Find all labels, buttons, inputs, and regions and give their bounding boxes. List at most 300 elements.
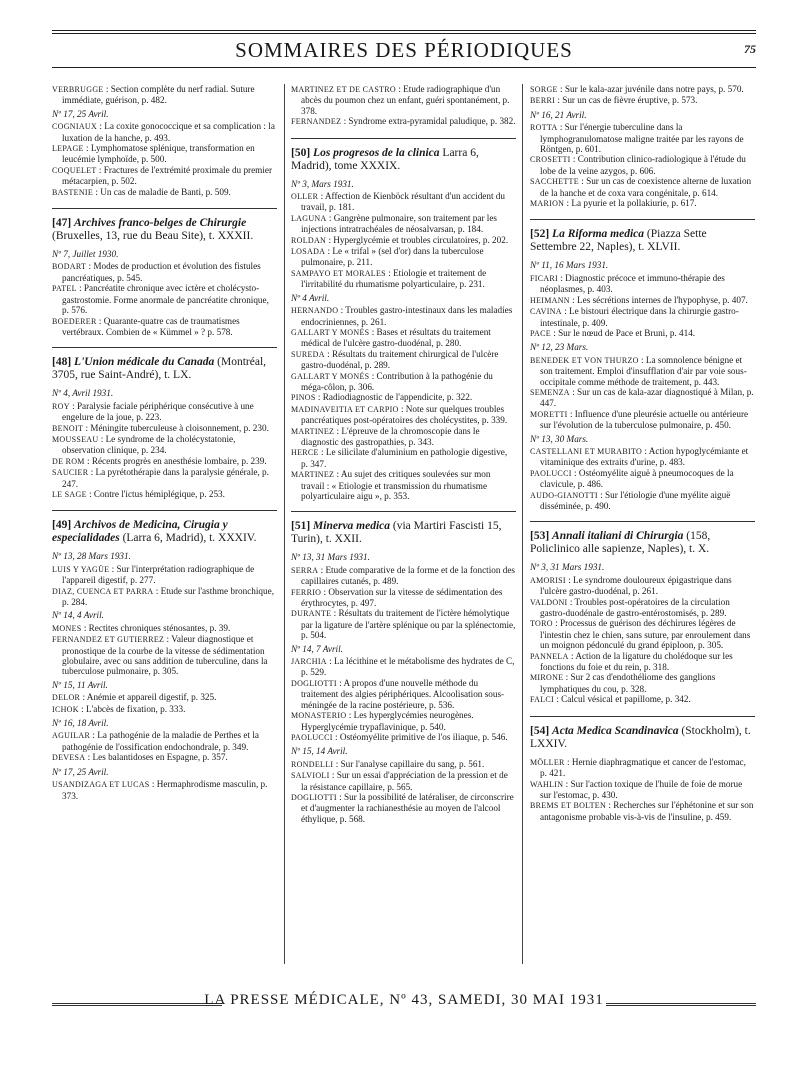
article-author: PAOLUCCI [530, 468, 572, 478]
article-title: : Etude comparative de la forme et de la fonction des capillaires cutanés, p. 489. [301, 564, 515, 587]
article-entry [291, 678, 516, 710]
article-entry [52, 423, 277, 434]
page-header [52, 30, 756, 70]
entry-list [530, 757, 755, 822]
page-footer [52, 992, 756, 1016]
article-entry [530, 651, 755, 673]
journal-name: Los progresos de la clinica [313, 146, 440, 159]
issue-date: Nº 12, 23 Mars. [530, 342, 589, 353]
issue-date: Nº 14, 7 Avril. [291, 643, 343, 654]
article-author: GALLART Y MONÉS [291, 371, 370, 381]
article-author: AGUILAR [52, 731, 91, 741]
article-title: : Contribution à la pathogénie du méga-côlon, p. 306. [301, 370, 493, 392]
entry-list [291, 84, 516, 128]
journal-section [52, 510, 277, 801]
article-entry [291, 565, 516, 587]
journal-number: [47] [52, 217, 72, 230]
article-author: BODART [52, 262, 87, 272]
journal-title [291, 147, 516, 173]
entry-list [530, 273, 755, 339]
journal-name: L'Union médicale du Canada [74, 356, 215, 369]
journal-section [52, 347, 277, 500]
column-right [530, 84, 755, 828]
entry-list [52, 730, 277, 763]
journal-details: (158, Policlinico alle sapienze, Naples), t. X. [530, 530, 711, 556]
entry-list [530, 575, 755, 706]
issue-date: Nº 17, 25 Avril. [52, 108, 109, 119]
article-title: : La coxite gonococcique et sa complication : la luxation de la hanche, p. 493. [62, 121, 275, 143]
journal-details: (Bruxelles, 13, rue du Beau Site), t. XXXII. [52, 230, 254, 243]
article-title: : Le bistouri électrique dans la chirurgie gastro-intestinale, p. 409. [540, 306, 739, 328]
article-title: : Etude sur l'asthme bronchique, p. 284. [62, 585, 274, 607]
article-title: : Fractures de l'extrémité proximale du premier métacarpien, p. 502. [62, 164, 273, 187]
article-author: USANDIZAGA ET LUCAS [52, 780, 150, 790]
journal-section [291, 138, 516, 502]
article-title: : Au sujet des critiques soulevées sur mon travail : « Etiologie et transmission du rhumatisme polyarticulaire aigu », p. 353. [301, 469, 491, 501]
footer-rule-right [606, 1003, 756, 1006]
article-author: HERCE [291, 448, 319, 458]
journal-number: [53] [530, 530, 550, 543]
article-author: CASTELLANI ET MURABITO [530, 446, 643, 456]
journal-section [530, 219, 755, 511]
article-author: ROLDAN [291, 235, 327, 245]
article-entry [291, 732, 516, 743]
article-author: SACCHETTE [530, 177, 579, 187]
article-author: SALVIOLI [291, 771, 330, 781]
article-entry [52, 704, 277, 715]
issue-date: Nº 14, 4 Avril. [52, 610, 104, 621]
journal-section [52, 208, 277, 337]
article-entry [530, 273, 755, 295]
article-title: : Valeur diagnostique et pronostique de la courbe de la vitesse de sédimentation globulaire, avec ou sans addition de tuberculine, dans la tuberculose pulmonaire, p. 305. [62, 634, 268, 677]
article-title: : Sur un cas de fièvre éruptive, p. 573. [557, 95, 698, 106]
article-title: : Pancréatite chronique avec ictère et cholécysto-gastrostomie. Forme anormale de pancréatite chronique, p. 576. [62, 283, 269, 316]
article-author: SEMENZA [530, 387, 570, 397]
article-author: FERNANDEZ [291, 117, 342, 127]
article-author: DOGLIOTTI [291, 678, 337, 688]
article-title: : Résultats du traitement de l'ictère hémolytique par la ligature de l'artère splénique ou par la splénectomie, p. 504. [301, 608, 516, 641]
journal-details: (Larra 6, Madrid), t. XXXIV. [122, 532, 257, 545]
issue-date: Nº 3, Mars 1931. [291, 178, 354, 189]
article-entry [52, 752, 277, 763]
article-entry [291, 710, 516, 732]
issue-date: Nº 13, 31 Mars 1931. [291, 552, 370, 563]
article-entry [52, 692, 277, 703]
article-entry [291, 305, 516, 327]
journal-number: [54] [530, 724, 550, 737]
article-entry [52, 283, 277, 315]
article-author: PANNELA [530, 651, 569, 661]
journal-details: (Montréal, 3705, rue Saint-André), t. LX. [52, 356, 267, 382]
article-title: : Sur l'interprétation radiographique de l'appareil digestif, p. 277. [62, 563, 255, 586]
article-author: BOEDERER [52, 316, 97, 326]
article-title: : Sur la possibilité de latéraliser, de circonscrire et d'augmenter la rachianesthésie au moyen de l'alcool éthylique, p. 568. [301, 791, 514, 824]
journal-section [291, 511, 516, 824]
journal-details: (Piazza Sette Settembre 22, Naples), t. XLVII. [530, 228, 707, 254]
article-entry [291, 587, 516, 609]
article-title: : Contre l'ictus hémiplégique, p. 253. [89, 488, 225, 499]
article-title: : A propos d'une nouvelle méthode du traitement des algies périphériques. Alcoolisation sous-méningée de la racine postérieure, p. 536. [301, 677, 505, 710]
article-entry [291, 392, 516, 403]
article-author: MIRONE [530, 673, 564, 683]
article-entry [52, 401, 277, 423]
article-entry [52, 187, 277, 198]
article-title: : Résultats du traitement chirurgical de l'ulcère gastro-duodénal, p. 289. [301, 348, 499, 371]
article-title: : Influence d'une pleurésie actuelle ou antérieure sur l'évolution de la tuberculose pulmonaire, p. 450. [540, 408, 749, 431]
article-title: : Ostéomyélite aiguë à pneumocoques de la clavicule, p. 486. [540, 467, 734, 490]
header-rule-top [52, 30, 756, 31]
article-title: : Affection de Kienböck résultant d'un accident du travail, p. 181. [301, 191, 505, 213]
article-title: : La pyurie et la pollakiurie, p. 617. [566, 198, 697, 209]
article-entry [291, 84, 516, 116]
article-title: : Sur le kala-azar juvénile dans notre pays, p. 570. [560, 84, 744, 94]
journal-number: [51] [291, 520, 311, 533]
issue-date: Nº 3, 31 Mars 1931. [530, 562, 605, 573]
article-title: : Action de la ligature du cholédoque sur les fonctions du foie et du rein, p. 318. [540, 650, 733, 673]
article-title: : Sur le nœud de Pace et Bruni, p. 414. [553, 327, 696, 338]
article-title: : Section complète du nerf radial. Suture immédiate, guérison, p. 482. [62, 84, 255, 106]
article-entry [291, 426, 516, 448]
article-author: JARCHIA [291, 657, 327, 667]
article-author: SUREDA [291, 349, 325, 359]
article-title: : Sur l'énergie tuberculine dans la lymphogranulomatose maligne traitée par les rayons de Röntgen, p. 601. [540, 122, 744, 155]
article-author: BREMS ET BOLTEN [530, 801, 607, 811]
issue-date: Nº 16, 18 Avril. [52, 718, 109, 729]
journal-title [52, 519, 277, 545]
article-title: : Calcul vésical et papillome, p. 342. [556, 694, 691, 705]
article-author: RONDELLI [291, 759, 334, 769]
article-author: DIAZ, CUENCA ET PARRA [52, 586, 154, 596]
article-entry [530, 575, 755, 597]
article-author: MOUSSEAU [52, 434, 99, 444]
journal-details: Larra 6, Madrid), tome XXXIX. [291, 146, 479, 172]
journal-title [530, 725, 755, 751]
article-entry [530, 95, 755, 106]
article-author: AMORISI [530, 575, 566, 585]
article-title: : Sur l'action toxique de l'huile de foie de morue sur l'estomac, p. 430. [540, 778, 743, 800]
article-title: : Lymphomatose splénique, transformation en leucémie lymphoïde, p. 500. [62, 143, 255, 165]
entry-list [52, 692, 277, 715]
article-entry [52, 121, 277, 143]
article-title: : Modes de production et évolution des fistules pancréatiques, p. 545. [62, 261, 261, 283]
article-author: LUIS Y YAGÜE [52, 564, 110, 574]
article-entry [530, 409, 755, 431]
article-title: : Les sécrétions internes de l'hypophyse, p. 407. [572, 294, 748, 305]
article-author: DEVESA [52, 753, 86, 763]
article-title: : Quarante-quatre cas de traumatismes vertébraux. Combien de « Kümmel » ? p. 578. [62, 315, 240, 337]
entry-list [530, 446, 755, 511]
entry-list [291, 191, 516, 290]
article-author: SERRA [291, 565, 319, 575]
article-entry [530, 779, 755, 801]
entry-list [291, 305, 516, 501]
article-title: : Hermaphrodisme masculin, p. 373. [62, 779, 268, 801]
article-entry [291, 246, 516, 268]
article-entry [291, 235, 516, 246]
article-author: PAOLUCCI [291, 732, 333, 742]
page-title: SOMMAIRES DES PÉRIODIQUES [235, 38, 573, 62]
article-author: VERBRUGGE [52, 85, 104, 94]
journal-number: [48] [52, 356, 72, 369]
issue-date: Nº 7, Juillet 1930. [52, 249, 119, 260]
article-title: : La pathogénie de la maladie de Perthes et la pathogénie de l'ossification endochondrale, p. 349. [62, 730, 259, 752]
article-entry [530, 306, 755, 328]
column-middle [291, 84, 516, 830]
article-title: : Le syndrome douloureux épigastrique dans l'ulcère gastro-duodénal, p. 261. [540, 574, 732, 597]
article-author: DE ROM [52, 456, 85, 466]
article-author: SAUCIER [52, 468, 89, 478]
article-entry [291, 327, 516, 349]
article-title: : Le silicilate d'aluminium en pathologie digestive, p. 347. [301, 447, 508, 469]
article-title: : La lécithine et le métabolisme des hydrates de C, p. 529. [301, 656, 515, 678]
article-title: : Troubles post-opératoires de la circulation gastro-duodénale de gastro-entérostomisés, p. 289. [540, 596, 730, 619]
article-title: : Hyperglycémie et troubles circulatoires, p. 202. [328, 234, 509, 245]
journal-name: Minerva medica [313, 520, 391, 533]
article-author: PACE [530, 328, 551, 338]
journal-section [530, 521, 755, 705]
article-author: HERNANDO [291, 306, 339, 316]
article-author: BENOIT [52, 423, 84, 433]
article-title: : Sur un essai d'appréciation de la pression et de la résistance capillaire, p. 565. [301, 770, 508, 792]
entry-list [291, 759, 516, 824]
journal-section [530, 716, 755, 822]
issue-date: Nº 15, 14 Avril. [291, 746, 348, 757]
article-author: FALCI [530, 695, 555, 705]
journal-name: Archivos de Medicina, Cirugia y especialidades [52, 519, 228, 545]
article-entry [52, 586, 277, 608]
entry-list [291, 565, 516, 641]
article-author: LEPAGE [52, 144, 84, 154]
article-author: PINOS [291, 393, 316, 403]
article-entry [291, 404, 516, 426]
article-author: MONASTERIO [291, 711, 347, 721]
article-entry [52, 634, 277, 677]
article-entry [52, 143, 277, 165]
article-author: MARTINEZ ET DE CASTRO [291, 85, 397, 94]
article-author: SORGE [530, 85, 558, 94]
article-entry [291, 447, 516, 469]
article-title: : Sur un cas de kala-azar diagnostiqué à Milan, p. 447. [540, 386, 754, 409]
article-author: ICHOK [52, 704, 79, 714]
article-author: LE SAGE [52, 489, 87, 499]
header-rule-bottom [52, 67, 756, 68]
article-author: CROSETTI [530, 155, 571, 165]
article-title: : Sur un cas de coexistence alterne de luxation de la hanche et de coxa vara congénitale, p. 614. [540, 176, 752, 198]
article-entry [530, 490, 755, 512]
article-title: : L'abcès de fixation, p. 333. [81, 703, 186, 714]
article-title: : Etude radiographique d'un abcès du poumon chez un enfant, guéri spontanément, p. 378. [301, 84, 510, 116]
entry-list [52, 84, 277, 106]
article-entry [291, 116, 516, 127]
article-title: : Le syndrome de la cholécystatonie, observation clinique, p. 234. [62, 433, 236, 456]
article-author: ROY [52, 401, 70, 411]
article-author: BASTENIE [52, 187, 94, 197]
article-entry [291, 349, 516, 371]
article-entry [291, 213, 516, 235]
article-entry [291, 268, 516, 290]
article-entry [291, 191, 516, 213]
article-title: : Gangrène pulmonaire, son traitement par les injections intratrachéales de néosalvarsan, p. 184. [301, 212, 497, 235]
article-author: LOSADA [291, 247, 326, 257]
journal-title [530, 228, 755, 254]
article-entry [530, 694, 755, 705]
article-title: : Recherches sur l'éphétonine et sur son antagonisme probable vis-à-vis de l'insuline, p. 459. [540, 800, 754, 822]
journal-name: Acta Medica Scandinavica [552, 724, 679, 737]
article-author: MADINAVEITIA ET CARPIO [291, 404, 399, 414]
entry-list [52, 121, 277, 198]
journal-number: [49] [52, 519, 72, 532]
article-title: : Syndrome extra-pyramidal paludique, p. 382. [343, 116, 516, 127]
journal-details: (Stockholm), t. LXXIV. [530, 724, 751, 750]
article-entry [291, 608, 516, 640]
article-author: DURANTE [291, 609, 332, 619]
article-author: WAHLIN [530, 779, 564, 789]
article-author: CAVINA [530, 307, 562, 317]
article-entry [530, 618, 755, 650]
article-entry [52, 165, 277, 187]
column-left [52, 84, 277, 807]
entry-list [52, 779, 277, 801]
article-title: : Un cas de maladie de Banti, p. 509. [95, 186, 231, 197]
article-entry [530, 176, 755, 198]
article-author: FERNANDEZ ET GUTIERREZ [52, 635, 165, 645]
article-entry [291, 371, 516, 393]
article-title: : Paralysie faciale périphérique consécutive à une engelure de la joue, p. 223. [62, 400, 254, 423]
article-author: MONES [52, 623, 82, 633]
article-title: : Etiologie et traitement de l'irritabilité du rhumatisme polyarticulaire, p. 231. [301, 267, 487, 290]
article-title: : Récents progrès en anesthésie lombaire, p. 239. [87, 455, 267, 466]
article-entry [530, 446, 755, 468]
column-divider [284, 84, 285, 964]
article-title: : Troubles gastro-intestinaux dans les maladies endocriniennes, p. 261. [301, 305, 513, 327]
article-title: : Sur l'étiologie d'une myélite aiguë disséminée, p. 490. [540, 489, 731, 511]
article-author: BENEDEK ET VON THURZO [530, 355, 639, 365]
journal-name: La Riforma medica [552, 228, 645, 241]
article-author: TORO [530, 619, 553, 629]
article-author: VALDONI [530, 597, 568, 607]
journal-details: (via Martiri Fascisti 15, Turin), t. XXII. [291, 520, 502, 546]
article-entry [52, 456, 277, 467]
article-title: : Contribution clinico-radiologique à l'étude du lobe de la veine azygos, p. 606. [540, 154, 746, 176]
article-title: : Bases et résultats du traitement médical de l'ulcère gastro-duodénal, p. 280. [301, 326, 491, 349]
article-entry [530, 800, 755, 822]
article-author: MORETTI [530, 409, 568, 419]
issue-date: Nº 13, 28 Mars 1931. [52, 551, 131, 562]
article-title: : Note sur quelques troubles pancréatiques post-opératoires des cholécystites, p. 339. [301, 403, 508, 426]
article-author: MÖLLER [530, 757, 565, 767]
journal-number: [52] [530, 228, 550, 241]
entry-list [530, 355, 755, 431]
article-title: : Les balantidoses en Espagne, p. 357. [87, 752, 228, 763]
article-title: : Anémie et appareil digestif, p. 325. [82, 692, 217, 703]
article-author: MARION [530, 199, 565, 209]
article-title: : Rectites chroniques sténosantes, p. 39. [83, 622, 231, 633]
journal-title [530, 530, 755, 556]
article-author: MARTINEZ [291, 426, 335, 436]
article-entry [52, 730, 277, 752]
article-entry [52, 316, 277, 338]
article-title: : Observation sur la vitesse de sédimentation des érythrocytes, p. 497. [301, 586, 503, 609]
article-entry [291, 469, 516, 501]
article-entry [52, 434, 277, 456]
header-rule-top-inner [52, 33, 756, 34]
issue-date: Nº 13, 30 Mars. [530, 433, 589, 444]
article-author: FICARI [530, 273, 559, 283]
article-entry [52, 779, 277, 801]
article-title: : Ostéomyélite primitive de l'os iliaque, p. 546. [334, 731, 508, 742]
article-author: AUDO-GIANOTTI [530, 490, 598, 500]
entry-list [530, 84, 755, 107]
journal-name: Annali italiani di Chirurgia [552, 530, 684, 543]
article-author: LAGUNA [291, 213, 327, 223]
article-title: : L'épreuve de la chromoscopie dans le diagnostic des gastropathies, p. 343. [301, 425, 480, 447]
issue-date: Nº 17, 25 Avril. [52, 766, 109, 777]
entry-list [52, 401, 277, 501]
entry-list [52, 261, 277, 337]
article-title: : Méningite tuberculeuse à cloisonnement, p. 230. [85, 422, 269, 433]
journal-title [291, 520, 516, 546]
article-author: BERRI [530, 96, 556, 106]
article-entry [530, 672, 755, 694]
article-author: COGNIAUX [52, 122, 98, 132]
article-author: DOGLIOTTI [291, 792, 337, 802]
article-author: SAMPAYO ET MORALES [291, 268, 386, 278]
article-title: : Les hyperglycémies neurogènes. Hyperglycémie trypaflavinique, p. 540. [301, 710, 474, 732]
article-author: PATEL [52, 284, 77, 294]
journal-title [52, 356, 277, 382]
article-entry [291, 656, 516, 678]
column-divider [522, 84, 523, 964]
article-entry [530, 468, 755, 490]
issue-date: Nº 4, Avril 1931. [52, 388, 114, 399]
article-entry [291, 792, 516, 824]
article-title: : Sur l'analyse capillaire du sang, p. 561. [335, 758, 485, 769]
article-entry [52, 467, 277, 489]
article-title: : Processus de guérison des déchirures légères de l'intestin chez le chien, sans suture, par enroulement dans un moignon pédonculé du grand épiploon, p. 305. [540, 618, 751, 651]
article-entry [52, 564, 277, 586]
entry-list [291, 656, 516, 743]
journal-name: Archives franco-belges de Chirurgie [74, 217, 247, 230]
entry-list [530, 122, 755, 209]
article-entry [530, 757, 755, 779]
article-entry [291, 770, 516, 792]
issue-date: Nº 4 Avril. [291, 292, 330, 303]
article-author: ROTTA [530, 123, 558, 133]
article-entry [52, 261, 277, 283]
article-entry [52, 84, 277, 106]
article-entry [530, 154, 755, 176]
article-entry [530, 597, 755, 619]
article-entry [530, 198, 755, 209]
article-entry [530, 295, 755, 306]
article-entry [530, 387, 755, 409]
article-title: : La somnolence bénigne et son traitement. Emploi d'insufflation d'air par voie sous-occipitale comme méthode de traitement, p. 443. [540, 354, 747, 387]
journal-number: [50] [291, 146, 311, 159]
article-title: : La pyrétothérapie dans la paralysie générale, p. 247. [62, 467, 269, 489]
article-author: OLLER [291, 192, 319, 202]
article-entry [530, 328, 755, 339]
journal-title [52, 217, 277, 243]
article-entry [530, 122, 755, 154]
issue-date: Nº 15, 11 Avril. [52, 679, 108, 690]
article-author: COQUELET [52, 165, 97, 175]
page-number: 75 [744, 42, 756, 56]
article-title: : Hernie diaphragmatique et cancer de l'estomac, p. 421. [540, 756, 746, 779]
article-entry [291, 759, 516, 770]
article-author: HEIMANN [530, 295, 570, 305]
article-entry [530, 355, 755, 387]
article-author: GALLART Y MONÉS [291, 327, 370, 337]
